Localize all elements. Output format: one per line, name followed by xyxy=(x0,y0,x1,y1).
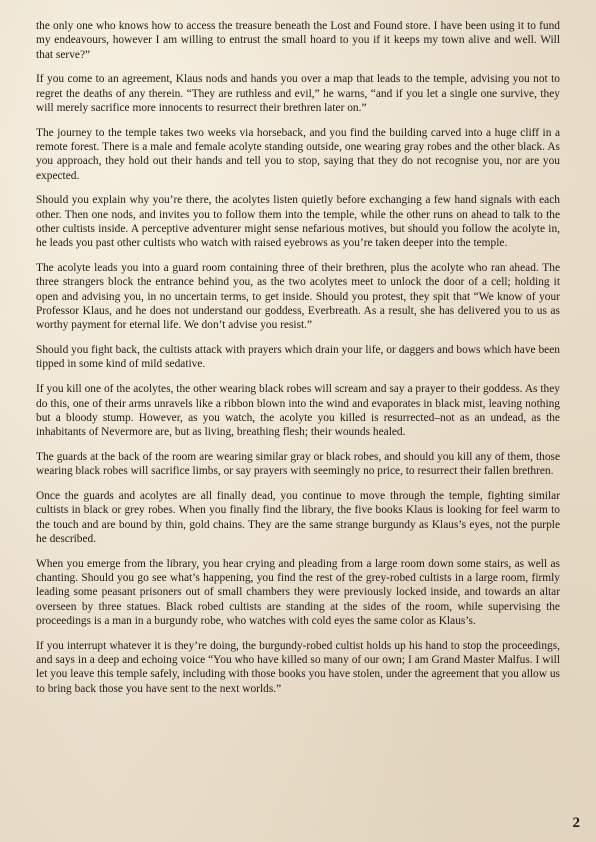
page-number: 2 xyxy=(572,815,580,831)
paragraph: If you come to an agreement, Klaus nods and hands you over a map that leads to the temple, advising you not to regret the deaths of any therein. “They are ruthless and evil,” he warns, “and if you let a single one survive, they will merely sacrifice more innocents to resurrect their brethren later on.” xyxy=(36,73,560,114)
paragraph: When you emerge from the library, you hear crying and pleading from a large room down some stairs, as well as chanting. Should you go see what’s happening, you find the rest of the grey-robed cultists in a large room, firmly leading some peasant prisoners out of small chambers they were previously locked inside, and towards an altar overseen by three statues. Black robed cultists are standing at the sides of the room, while supervising the proceedings is a man in a burgundy robe, who watches with cold eyes the same color as Klaus’s. xyxy=(36,557,560,627)
paragraph: If you interrupt whatever it is they’re doing, the burgundy-robed cultist holds up his hand to stop the proceedings, and says in a deep and echoing voice “You who have killed so many of our own; I am Grand Master Malfus. I will let you leave this temple safely, including with those books you have stolen, under the agreement that you allow us to bring back those you have sent to the next worlds.” xyxy=(36,639,560,695)
paragraph: If you kill one of the acolytes, the other wearing black robes will scream and say a prayer to their goddess. As they do this, one of their arms unravels like a ribbon blown into the wind and evaporates in black mist, leaving nothing but a bloody stump. However, as you watch, the acolyte you killed is resurrected–not as an undead, as the inhabitants of Nevermore are, but as living, breathing flesh; their wounds healed. xyxy=(36,383,560,439)
paragraph: Should you fight back, the cultists attack with prayers which drain your life, or daggers and bows which have been tipped in some kind of mild sedative. xyxy=(36,344,560,371)
paragraph: The journey to the temple takes two weeks via horseback, and you find the building carved into a huge cliff in a remote forest. There is a male and female acolyte standing outside, one wearing gray robes and the other black. As you approach, they hold out their hands and tell you to stop, saying that they do not recognise you, nor are you expected. xyxy=(36,126,560,182)
paragraph: Once the guards and acolytes are all finally dead, you continue to move through the temple, fighting similar cultists in black or grey robes. When you finally find the library, the five books Klaus is looking for feel warm to the touch and are bound by thin, gold chains. They are the same strange burgundy as Klaus’s eyes, not the purple he described. xyxy=(36,490,560,545)
page-body xyxy=(36,19,560,706)
paragraph: The acolyte leads you into a guard room containing three of their brethren, plus the acolyte who ran ahead. The three strangers block the entrance behind you, as the two acolytes meet to unlock the door of a cell; holding it open and advising you, in no uncertain terms, to get inside. Should you protest, they spit that “We know of your Professor Klaus, and he does not understand our goddess, Everbreath. As a result, she has delivered you to us as worthy payment for eternal life. We don’t advise you resist.” xyxy=(36,262,560,332)
paragraph: Should you explain why you’re there, the acolytes listen quietly before exchanging a few hand signals with each other. Then one nods, and invites you to follow them into the temple, while the other runs on ahead to talk to the other cultists inside. A perceptive adventurer might sense nefarious motives, but should you follow the acolyte in, he leads you past other cultists who watch with raised eyebrows as you’re taken deeper into the temple. xyxy=(36,194,560,250)
paragraph: the only one who knows how to access the treasure beneath the Lost and Found store. I have been using it to fund my endeavours, however I am willing to entrust the small hoard to you if it keeps my town alive and well. Will that serve?” xyxy=(36,20,560,61)
paragraph: The guards at the back of the room are wearing similar gray or black robes, and should you kill any of them, those wearing black robes will sacrifice limbs, or say prayers with seemingly no price, to resurrect their fallen brethren. xyxy=(36,450,560,478)
